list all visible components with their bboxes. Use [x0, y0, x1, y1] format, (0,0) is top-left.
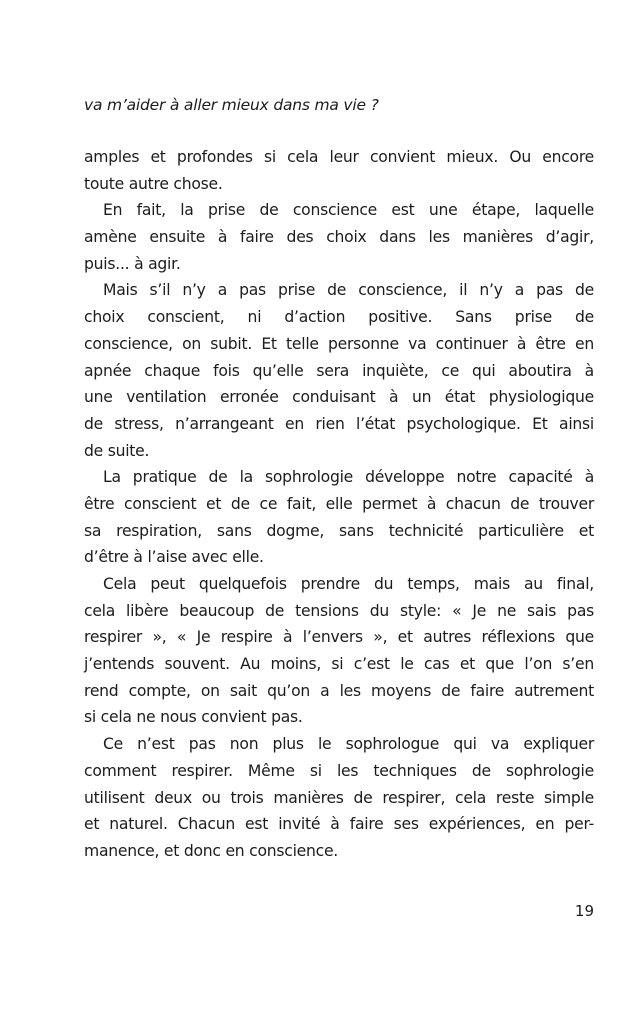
text-line: amène ensuite à faire des choix dans les manières d’agir, — [84, 228, 594, 247]
body-text — [84, 144, 594, 865]
text-line: être conscient et de ce fait, elle permet à chacun de trouver — [84, 494, 594, 513]
text-line: manence, et donc en conscience. — [84, 841, 339, 860]
text-line: j’entends souvent. Au moins, si c’est le cas et que l’on s’en — [84, 655, 594, 674]
text-line: si cela ne nous convient pas. — [84, 708, 303, 727]
text-line: de stress, n’arrangeant en rien l’état psychologique. Et ainsi — [84, 414, 594, 433]
text-line: de suite. — [84, 441, 150, 460]
text-line: En fait, la prise de conscience est une étape, laquelle — [103, 201, 594, 220]
text-line: Cela peut quelquefois prendre du temps, mais au final, — [103, 575, 594, 593]
running-header: va m’aider à aller mieux dans ma vie ? — [84, 96, 379, 114]
text-line: d’être à l’aise avec elle. — [84, 548, 264, 567]
page-number: 19 — [574, 902, 594, 920]
text-line: choix conscient, ni d’action positive. Sans prise de — [84, 308, 594, 327]
text-line: comment respirer. Même si les techniques de sophrologie — [84, 761, 594, 780]
text-line: amples et profondes si cela leur convient mieux. Ou encore — [84, 148, 594, 166]
text-line: cela libère beaucoup de tensions du style: « Je ne sais pas — [84, 601, 594, 620]
text-line: Ce n’est pas non plus le sophrologue qui va expliquer — [103, 735, 594, 754]
text-line: rend compte, on sait qu’on a les moyens de faire autrement — [84, 681, 594, 700]
text-line: une ventilation erronée conduisant à un état physiologique — [84, 388, 594, 407]
text-line: puis... à agir. — [84, 254, 181, 273]
text-line: apnée chaque fois qu’elle sera inquiète, ce qui aboutira à — [84, 361, 594, 380]
text-line: utilisent deux ou trois manières de respirer, cela reste simple — [84, 788, 594, 807]
text-line: respirer », « Je respire à l’envers », et autres réflexions que — [84, 628, 594, 647]
text-line: conscience, on subit. Et telle personne va continuer à être en — [84, 334, 594, 353]
text-line: La pratique de la sophrologie développe notre capacité à — [103, 468, 594, 487]
text-line: et naturel. Chacun est invité à faire ses expériences, en per- — [84, 815, 594, 834]
text-line: toute autre chose. — [84, 174, 223, 193]
text-line: Mais s’il n’y a pas prise de conscience, il n’y a pas de — [103, 281, 594, 300]
text-line: sa respiration, sans dogme, sans technicité particulière et — [84, 521, 594, 540]
